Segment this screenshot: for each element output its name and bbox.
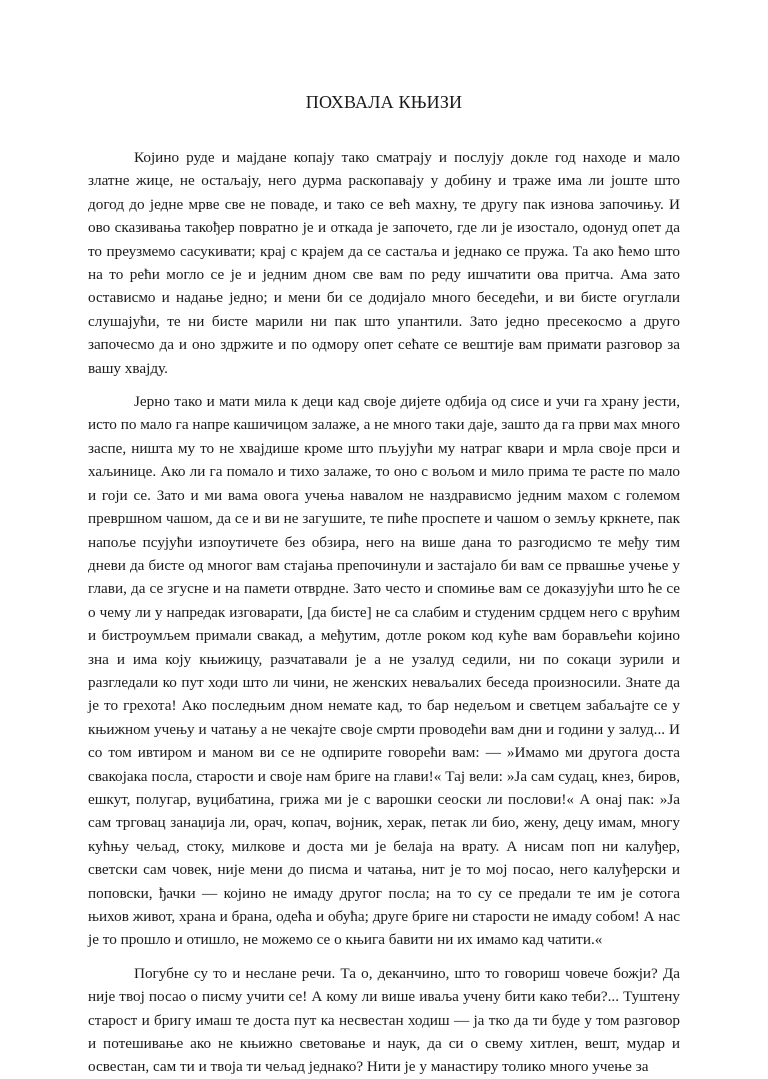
document-body — [88, 146, 680, 1079]
paragraph-3: Погубне су то и неслане речи. Та о, деканчино, што то говориш човече божји? Да није твој посао о писму учити се! А кому ли више иваља учену бити како теби?... Туштену старост и бригу имаш те доста пут ка несвестан ходиш — ја тко да ти буде у том разговор и потешивање ако не књижно световање и наук, да си о свему хитлен, вешт, мудар и освестан, сам ти и твоја ти чељад једнако? Нити је у манастиру толико много учење за — [88, 964, 680, 1076]
document-page — [88, 0, 680, 1076]
paragraph-1: Којино руде и мајдане копају тако сматрају и послују докле год находе и мало златне жице, не остаљају, него дурма раскопавају у добину и траже има ли јоште што догод до једне мрве све не поваде, и тако се већ махну, те другу пак изнова започињу. И ово сказивања такођер повратно је и откада је започето, где ли је изостало, одонуд опет да то преузмемо сасукивати; крај с крајем да се састаља и једнако се пружа. Та ако ћемо што на то рећи могло се је и једним дном све вам по реду ишчатити ова притча. Ама зато остависмо и надање једно; и мени би се додијало много беседећи, и ви бисте огуглали слушајући, те ни бисте марили ни пак што упантили. Зато једно пресекосмо а друго започесмо да и оно здржите и по одмору опет сећате се вештије вам примати разговор за вашу хвајду. — [88, 149, 680, 377]
document-title: ПОХВАЛА КЊИЗИ — [305, 92, 463, 112]
paragraph-2: Јерно тако и мати мила к деци кад своје дијете одбија од сисе и учи га храну јести, исто по мало га напре кашичицом залаже, а не много таки даје, зашто да га први мах много заспе, ништа му то не хвајдише кроме што пљујући му натраг квари и мрла своје прси и хаљинице. Ако ли га помало и тихо залаже, то оно с вољом и мило прима те расте по мало и гоји се. Зато и ми вама овога учења навалом не наздрависмо једним махом с големом превршном чашом, да се и ви не загушите, те пиће проспете и чашом о земљу кркнете, пак напоље псујући изпоутичете без обзира, него на више дана то разгодисмо те међу тим дневи да бисте од многог вам стајања препочинули и застајало би вам се првашње учење у глави, да се згусне и на памети отврдне. Зато често и спомиње вам се доказујући што ће се о чему ли у напредак изговарати, [да бисте] не са слабим и студеним срдцем него с врућим и бистроумљем примали свакад, а међутим, дотле роком код куће вам борављећи којино зна и има коју књижицу, разчатавали је а не узалуд седили, ни по сокаци зурили и разгледали ко пут ходи што ли чини, не женских неваљалих беседа произносили. Знате да је то грехота! Ако последњим дном немате кад, то бар недељом и светцем забаљајте се у књижном учењу и чатању а не чекајте своје смрти проводећи вам дни и години у залуд... И со том ивтиром и маном ви се не одпирите говорећи вам: — »Имамо ми другога доста свакојака посла, старости и своје нам бриге на глави!« Тај вели: »Ја сам судац, кнез, биров, ешкут, полугар, вуцибатина, грижа ми је с варошки сеоски ли послови!« А онај пак: »Ја сам трговац занаџија ли, орач, копач, војник, херак, петак ли био, жену, децу имам, многу кућњу чељад, стоку, милкове и доста ми је белаја на врату. А нисам поп ни калуђер, светски сам човек, није мени до писма и чатања, нит је то мој посао, него калуђерски и поповски, ђачки — којино не имаду другог посла; на то су се предали те им је сотога њихов живот, храна и брана, одећа и обућа; друге бриге ни старости не имаду собом! А нас је то прошло и отишло, не можемо се о књига бавити ни их имамо кад чатити.« — [88, 393, 680, 949]
